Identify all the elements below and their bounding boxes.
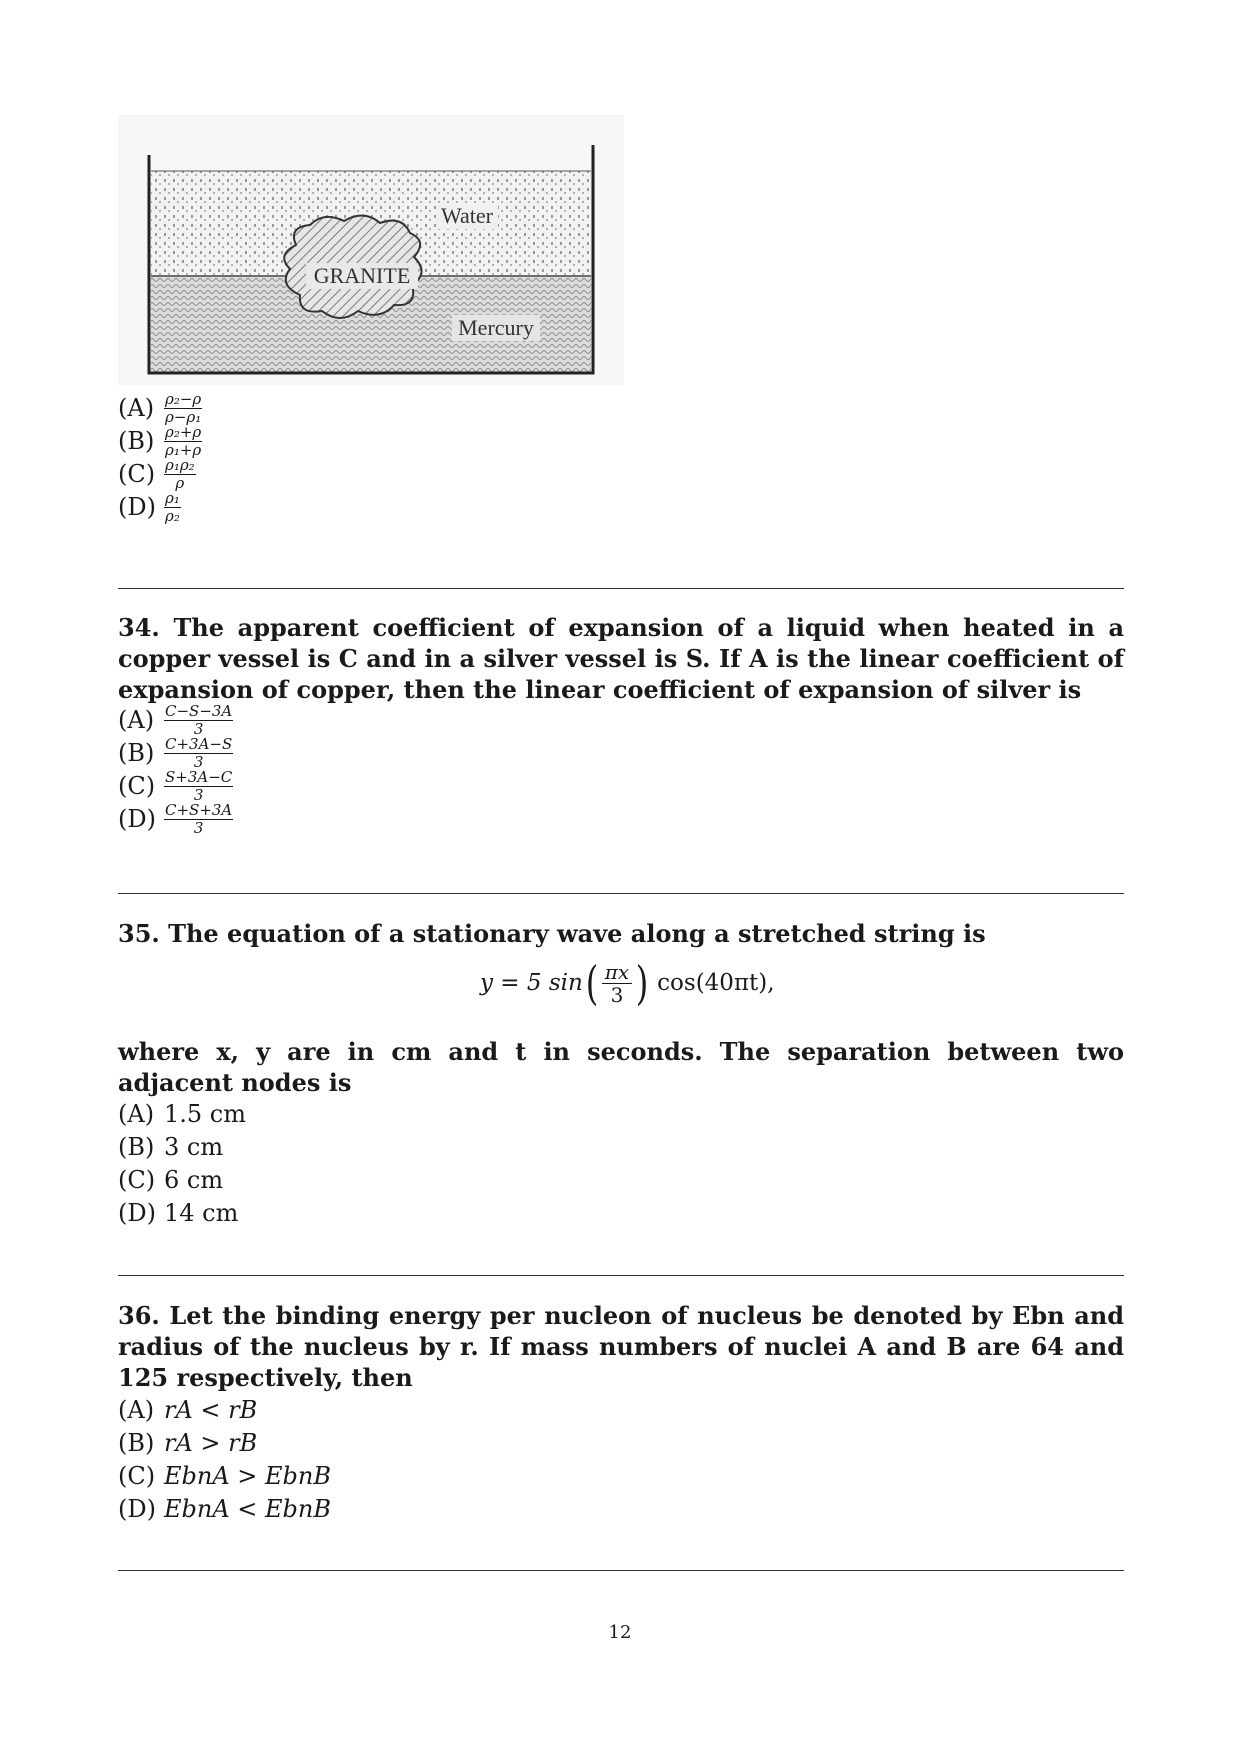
fraction: $\frac{C+S+3A}{3}$ xyxy=(165,801,233,837)
q35-text2: where x, y are in cm and t in seconds. The separation between two adjacent nodes is xyxy=(118,1037,1124,1097)
q36-option-b[interactable]: (B) rA > rB xyxy=(118,1429,258,1457)
fraction: $\frac{\text{ρ₁}}{\text{ρ₂}}$ xyxy=(165,489,180,525)
q34-number: 34. xyxy=(118,613,160,642)
fraction: $\frac{\text{ρ₁ρ₂}}{\rho}$ xyxy=(165,456,195,492)
water-label: Water xyxy=(441,203,493,228)
q35-option-d[interactable]: (D) 14 cm xyxy=(118,1199,239,1227)
q36-question xyxy=(118,1300,1124,1393)
q34-text: The apparent coefficient of expansion of a liquid when heated in a copper vessel is C and in a silver vessel is S. If A is the linear coefficient of expansion of copper, then the linear coefficient of expansion of silver is xyxy=(118,613,1125,704)
q36-option-d[interactable]: (D) EbnA < EbnB xyxy=(118,1495,332,1523)
q35-question-cont xyxy=(118,1036,1124,1098)
granite-label: GRANITE xyxy=(313,263,411,288)
fraction: $\frac{C+3A-S}{3}$ xyxy=(165,735,233,771)
q34-option-c[interactable]: (C) $\frac{S+3A-C}{3}$ xyxy=(118,768,233,804)
mercury-label: Mercury xyxy=(458,315,534,340)
q35-question xyxy=(118,918,1124,949)
q36-option-c[interactable]: (C) EbnA > EbnB xyxy=(118,1462,332,1490)
q35-number: 35. xyxy=(118,919,160,948)
q35-option-b[interactable]: (B) 3 cm xyxy=(118,1133,224,1161)
equation-rhs: cos(40πt), xyxy=(657,970,775,996)
divider xyxy=(118,1570,1124,1571)
divider xyxy=(118,1275,1124,1276)
q34-option-a[interactable]: (A) $\frac{C-S-3A}{3}$ xyxy=(118,702,233,738)
q33-options xyxy=(118,392,202,524)
fraction: $\frac{\text{ρ₂−ρ}}{\text{ρ−ρ₁}}$ xyxy=(165,390,202,426)
granite-figure xyxy=(118,115,624,385)
equation-fraction: $\frac{\pi x}{3}$ xyxy=(602,961,632,1006)
page-number: 12 xyxy=(608,1622,632,1643)
q33-option-a[interactable]: (A) $\frac{\text{ρ₂−ρ}}{\text{ρ−ρ₁}}$ xyxy=(118,390,202,426)
q34-question xyxy=(118,612,1124,705)
fraction: $\frac{C-S-3A}{3}$ xyxy=(165,702,233,738)
divider xyxy=(118,588,1124,589)
q35-option-c[interactable]: (C) 6 cm xyxy=(118,1166,224,1194)
q36-option-a[interactable]: (A) rA < rB xyxy=(118,1396,258,1424)
q35-option-a[interactable]: (A) 1.5 cm xyxy=(118,1100,246,1128)
fraction: $\frac{S+3A-C}{3}$ xyxy=(165,768,233,804)
q35-options xyxy=(118,1098,246,1230)
q36-text: Let the binding energy per nucleon of nucleus be denoted by Ebn and radius of the nucleus by r. If mass numbers of nuclei A and B are 64 and 125 respectively, then xyxy=(118,1301,1125,1392)
q36-options xyxy=(118,1394,331,1526)
q33-option-b[interactable]: (B) $\frac{\text{ρ₂+ρ}}{\text{ρ₁+ρ}}$ xyxy=(118,423,202,459)
q33-option-c[interactable]: (C) $\frac{\text{ρ₁ρ₂}}{\rho}$ xyxy=(118,456,195,492)
q35-text: The equation of a stationary wave along a stretched string is xyxy=(168,919,986,948)
q34-option-b[interactable]: (B) $\frac{C+3A-S}{3}$ xyxy=(118,735,233,771)
wave-equation: y = 5 sin ( $\frac{\pi x}{3}$ ) cos(40πt), xyxy=(480,956,775,1010)
fraction: $\frac{\text{ρ₂+ρ}}{\text{ρ₁+ρ}}$ xyxy=(165,423,202,459)
q34-options xyxy=(118,704,233,836)
q36-number: 36. xyxy=(118,1301,160,1330)
divider xyxy=(118,893,1124,894)
q33-option-d[interactable]: (D) $\frac{\text{ρ₁}}{\text{ρ₂}}$ xyxy=(118,489,180,525)
equation-lhs: y = 5 sin xyxy=(480,970,583,996)
q34-option-d[interactable]: (D) $\frac{C+S+3A}{3}$ xyxy=(118,801,233,837)
